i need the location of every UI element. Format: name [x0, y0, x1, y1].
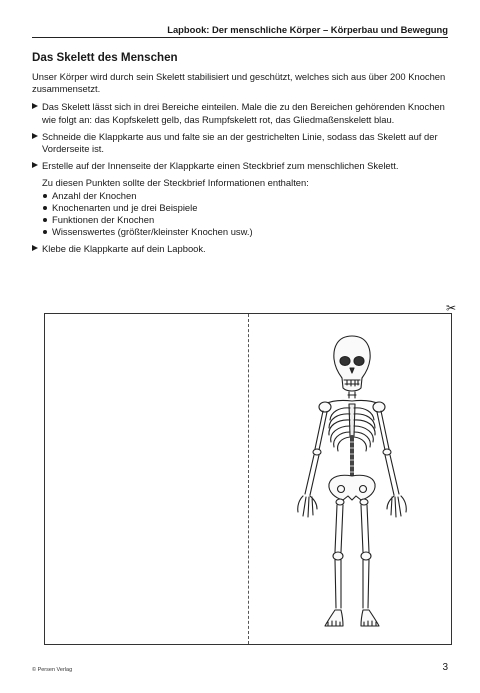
- list-item-text: Anzahl der Knochen: [52, 189, 137, 201]
- scissors-icon: ✂: [445, 301, 456, 315]
- list-item: [42, 202, 452, 214]
- worksheet-content: [32, 71, 452, 261]
- fold-card: [44, 301, 456, 645]
- steckbrief-intro: Zu diesen Punkten sollte der Steckbrief Informationen enthalten:: [42, 177, 309, 189]
- task-text: Klebe die Klappkarte auf dein Lapbook.: [42, 243, 206, 255]
- bullet-dot-icon: [43, 194, 47, 198]
- fold-line: [248, 314, 249, 644]
- list-item-text: Funktionen der Knochen: [52, 214, 155, 226]
- list-item: [42, 226, 452, 238]
- triangle-bullet-icon: [32, 133, 38, 139]
- task-text: Erstelle auf der Innenseite der Klappkarte einen Steckbrief zum menschlichen Skelett.: [42, 160, 399, 172]
- task-text: Das Skelett lässt sich in drei Bereiche einteilen. Male die zu den Bereichen gehörenden Knochen wie folgt an: das Kopfskelett gelb, das Rumpfskelett rot, das Gliedmaßenskelett blau.: [42, 101, 445, 125]
- publisher-credit: © Persen Verlag: [32, 667, 73, 673]
- bullet-dot-icon: [43, 206, 47, 210]
- list-item: [42, 190, 452, 202]
- section-title: Das Skelett des Menschen: [32, 51, 178, 64]
- intro-paragraph: Unser Körper wird durch sein Skelett stabilisiert und geschützt, welches sich aus über 200 Knochen zusammensetzt.: [32, 71, 446, 95]
- header-divider: [32, 37, 448, 38]
- skeleton-illustration: [277, 324, 427, 640]
- page-number: 3: [442, 662, 448, 673]
- triangle-bullet-icon: [32, 103, 38, 109]
- steckbrief-points: [42, 190, 452, 239]
- task-3: [32, 160, 452, 238]
- list-item-text: Wissenswertes (größter/kleinster Knochen usw.): [52, 226, 253, 238]
- list-item-text: Knochenarten und je drei Beispiele: [52, 201, 198, 213]
- task-4: [32, 243, 452, 255]
- triangle-bullet-icon: [32, 162, 38, 168]
- task-1: [32, 101, 452, 125]
- list-item: [42, 214, 452, 226]
- task-2: [32, 131, 452, 155]
- skull-icon: [334, 336, 370, 391]
- triangle-bullet-icon: [32, 245, 38, 251]
- task-text: Schneide die Klappkarte aus und falte sie an der gestrichelten Linie, sodass das Skelett auf der Vorderseite ist.: [42, 130, 438, 155]
- bullet-dot-icon: [43, 230, 47, 234]
- bullet-dot-icon: [43, 218, 47, 222]
- page-header: Lapbook: Der menschliche Körper – Körperbau und Bewegung: [167, 24, 448, 35]
